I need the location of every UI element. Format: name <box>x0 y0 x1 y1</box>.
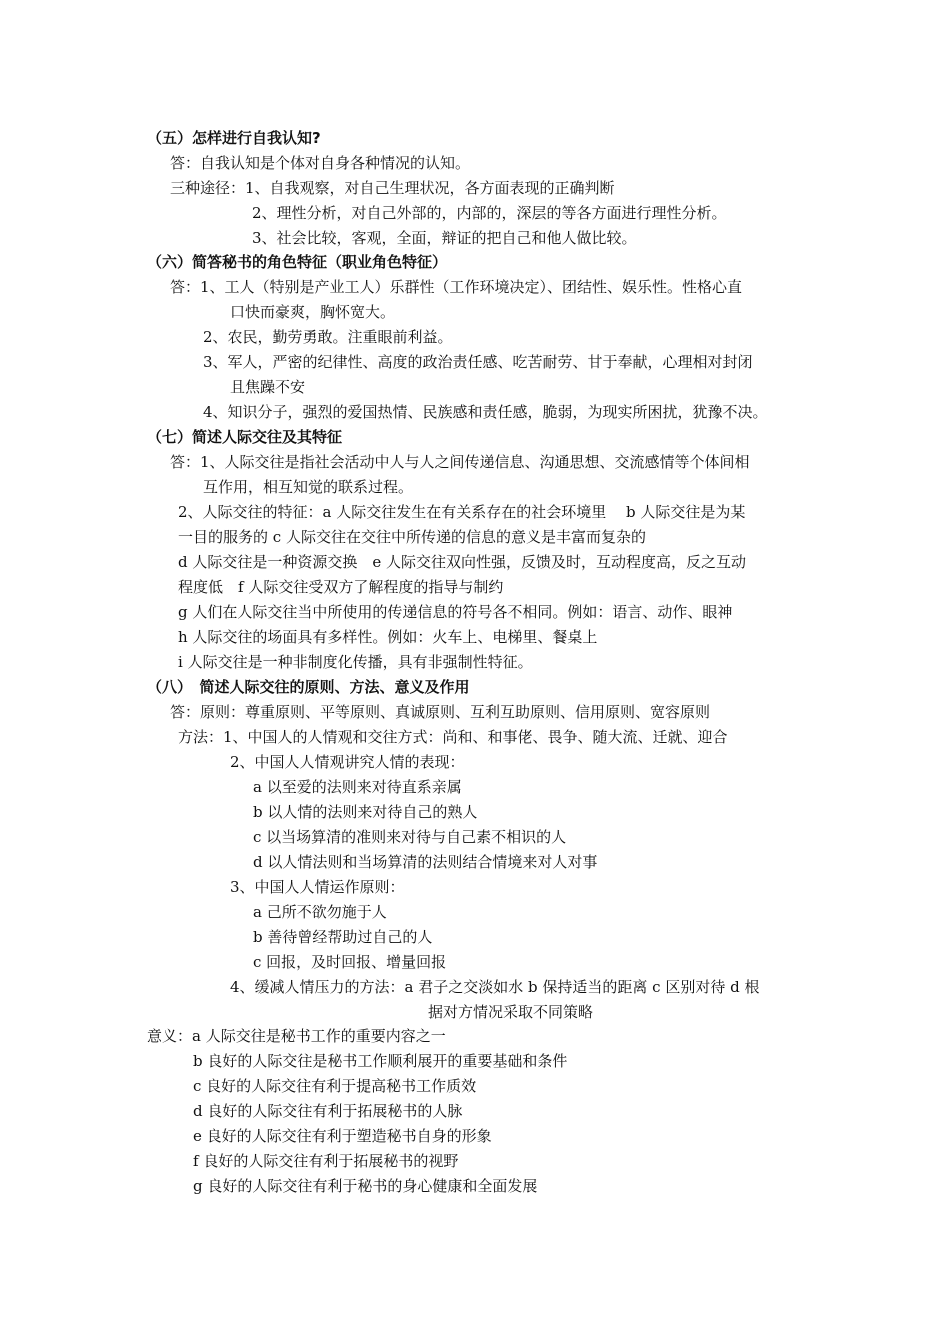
s7-answer-1a: 答：1、人际交往是指社会活动中人与人之间传递信息、沟通思想、交流感情等个体间相 <box>170 453 750 471</box>
s8-meaning-7: g 良好的人际交往有利于秘书的身心健康和全面发展 <box>193 1177 538 1195</box>
s8-meaning-4: d 良好的人际交往有利于拓展秘书的人脉 <box>193 1102 463 1120</box>
s6-answer-2: 2、农民，勤劳勇敢。注重眼前利益。 <box>203 328 453 346</box>
s7-feature-6: h 人际交往的场面具有多样性。例如：火车上、电梯里、餐桌上 <box>178 628 598 646</box>
s7-feature-4: 程度低 f 人际交往受双方了解程度的指导与制约 <box>178 578 504 596</box>
s5-way-3: 3、社会比较，客观，全面，辩证的把自己和他人做比较。 <box>252 229 637 247</box>
s8-method-2a: a 以至爱的法则来对待直系亲属 <box>253 778 462 796</box>
s8-method-1: 方法：1、中国人的人情观和交往方式：尚和、和事佬、畏争、随大流、迁就、迎合 <box>178 728 728 746</box>
s6-answer-4: 4、知识分子，强烈的爱国热情、民族感和责任感，脆弱，为现实所困扰，犹豫不决。 <box>203 403 768 421</box>
section-5-heading: （五）怎样进行自我认知? <box>147 129 321 147</box>
s8-meaning-5: e 良好的人际交往有利于塑造秘书自身的形象 <box>193 1127 492 1145</box>
s8-method-3: 3、中国人人情运作原则： <box>230 878 405 896</box>
s8-principle: 答：原则：尊重原则、平等原则、真诚原则、互利互助原则、信用原则、宽容原则 <box>170 703 711 721</box>
s6-answer-3b: 且焦躁不安 <box>230 378 306 396</box>
s8-method-2c: c 以当场算清的准则来对待与自己素不相识的人 <box>253 828 567 846</box>
s8-method-2b: b 以人情的法则来对待自己的熟人 <box>253 803 478 821</box>
s8-method-4b: 据对方情况采取不同策略 <box>428 1003 594 1021</box>
s8-method-2d: d 以人情法则和当场算清的法则结合情境来对人对事 <box>253 853 598 871</box>
s8-meaning-2: b 良好的人际交往是秘书工作顺利展开的重要基础和条件 <box>193 1052 568 1070</box>
s5-way-2: 2、理性分析，对自己外部的，内部的，深层的等各方面进行理性分析。 <box>252 204 727 222</box>
s7-feature-3: d 人际交往是一种资源交换 e 人际交往双向性强，反馈及时，互动程度高，反之互动 <box>178 553 747 571</box>
s8-method-3a: a 己所不欲勿施于人 <box>253 903 387 921</box>
s8-method-2: 2、中国人人情观讲究人情的表现： <box>230 753 465 771</box>
s8-method-4a: 4、缓减人情压力的方法：a 君子之交淡如水 b 保持适当的距离 c 区别对待 d 根 <box>230 978 760 996</box>
s6-answer-1b: 口快而豪爽，胸怀宽大。 <box>230 303 396 321</box>
s6-answer-3a: 3、军人，严密的纪律性、高度的政治责任感、吃苦耐劳、甘于奉献，心理相对封闭 <box>203 353 753 371</box>
s7-feature-5: g 人们在人际交往当中所使用的传递信息的符号各不相同。例如：语言、动作、眼神 <box>178 603 733 621</box>
s8-meaning-6: f 良好的人际交往有利于拓展秘书的视野 <box>193 1152 459 1170</box>
s8-meaning-3: c 良好的人际交往有利于提高秘书工作质效 <box>193 1077 477 1095</box>
s7-answer-1b: 互作用，相互知觉的联系过程。 <box>203 478 414 496</box>
section-8-heading: （八） 简述人际交往的原则、方法、意义及作用 <box>147 678 470 696</box>
s5-way-1: 三种途径：1、自我观察，对自己生理状况，各方面表现的正确判断 <box>170 179 615 197</box>
s7-feature-1: 2、人际交往的特征：a 人际交往发生在有关系存在的社会环境里 b 人际交往是为某 <box>178 503 746 521</box>
section-6-heading: （六）简答秘书的角色特征（职业角色特征） <box>147 253 448 271</box>
s8-method-3b: b 善待曾经帮助过自己的人 <box>253 928 433 946</box>
s7-feature-7: i 人际交往是一种非制度化传播，具有非强制性特征。 <box>178 653 533 671</box>
s5-answer: 答：自我认知是个体对自身各种情况的认知。 <box>170 154 471 172</box>
section-7-heading: （七）简述人际交往及其特征 <box>147 428 343 446</box>
s8-method-3c: c 回报，及时回报、增量回报 <box>253 953 447 971</box>
s6-answer-1a: 答：1、工人（特别是产业工人）乐群性（工作环境决定）、团结性、娱乐性。性格心直 <box>170 278 743 296</box>
s7-feature-2: 一目的服务的 c 人际交往在交往中所传递的信息的意义是丰富而复杂的 <box>178 528 646 546</box>
s8-meaning-1: 意义：a 人际交往是秘书工作的重要内容之一 <box>147 1027 446 1045</box>
